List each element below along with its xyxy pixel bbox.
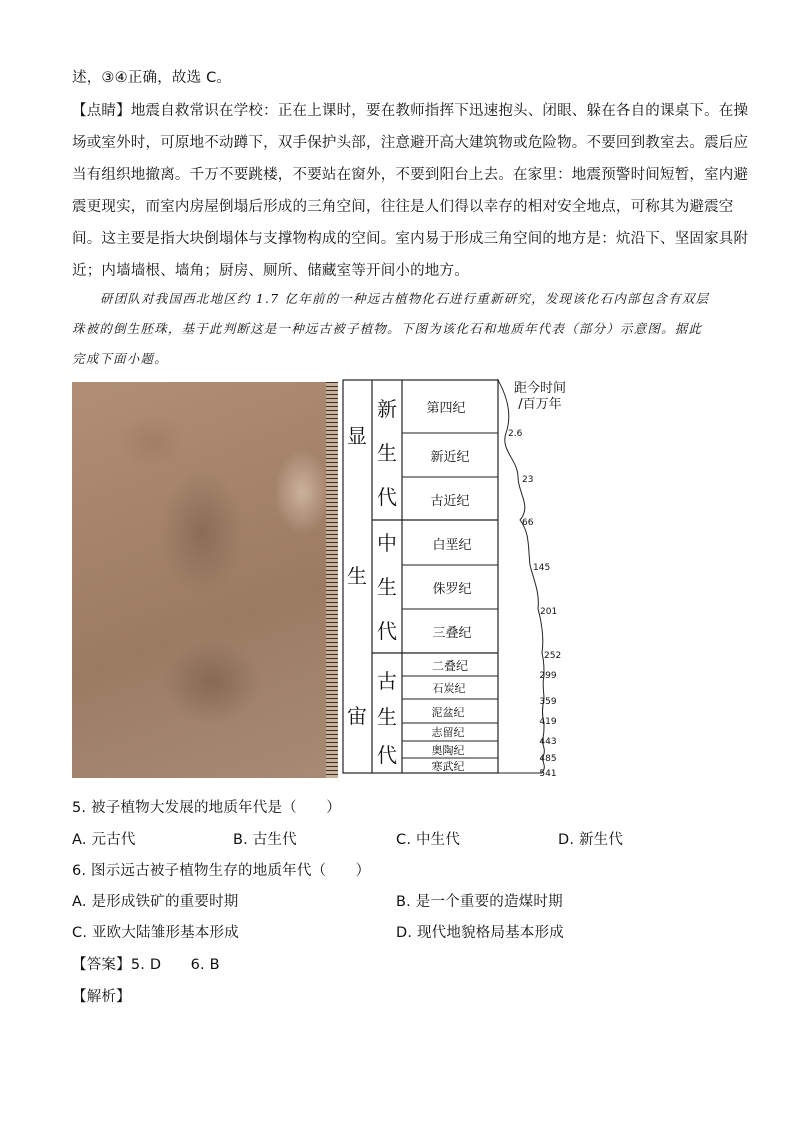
tip-line-6: 近；内墙墙根、墙角；厨房、厕所、储藏室等开间小的地方。 <box>72 263 469 279</box>
option: A. 元古代 <box>72 832 136 848</box>
era-char: 古 <box>377 669 397 693</box>
era-char: 生 <box>377 575 397 599</box>
period-label: 志留纪 <box>431 726 465 739</box>
period-label: 古近纪 <box>430 494 470 509</box>
scale-ruler <box>326 382 338 778</box>
tip-line-4: 震更现实，而室内房屋倒塌后形成的三角空间，往往是人们得以幸存的相对安全地点，可称其为避震空 <box>72 199 734 215</box>
boundary-label: 359 <box>539 697 557 707</box>
period-label: 二叠纪 <box>431 659 469 673</box>
answer-text: 5. D 6. B <box>130 957 220 973</box>
era-char: 代 <box>377 485 397 509</box>
boundary-label: 541 <box>539 769 557 779</box>
era-char: 生 <box>377 705 397 729</box>
period-label: 寒武纪 <box>431 760 465 773</box>
question-stem: 6. 图示远古被子植物生存的地质年代（ ） <box>72 863 371 879</box>
eon-char: 宙 <box>347 704 367 728</box>
option: D. 现代地貌格局基本形成 <box>396 925 564 941</box>
option: A. 是形成铁矿的重要时期 <box>72 894 239 910</box>
tip-line-2: 场或室外时，可原地不动蹲下，双手保护头部，注意避开高大建筑物或危险物。不要回到教室去。震后应 <box>72 135 749 151</box>
tip-label: 【点睛】 <box>72 103 131 119</box>
era-char: 中 <box>377 531 397 555</box>
tip-text: 地震自救常识在学校：正在上课时，要在教师指挥下迅速抱头、闭眼、躲在各自的课桌下。在操 <box>130 103 749 119</box>
eon-char: 显 <box>347 424 367 448</box>
time-header: 距今时间 <box>513 381 567 396</box>
option: C. 中生代 <box>396 832 461 848</box>
boundary-label: 419 <box>539 717 557 727</box>
boundary-label: 201 <box>540 607 558 617</box>
era-char: 代 <box>377 619 397 643</box>
option: C. 亚欧大陆雏形基本形成 <box>72 925 239 941</box>
passage-line-1: 研团队对我国西北地区约 1.7 亿年前的一种远古植物化石进行重新研究，发现该化石内部包含有双层 <box>100 291 710 306</box>
boundary-label: 145 <box>533 563 551 573</box>
boundary-label: 23 <box>522 475 534 485</box>
period-label: 石炭纪 <box>432 682 466 695</box>
answer-label: 【答案】 <box>72 957 131 973</box>
period-label: 泥盆纪 <box>431 706 465 719</box>
fossil-photo <box>72 382 338 778</box>
boundary-label: 443 <box>539 737 557 747</box>
option: B. 古生代 <box>233 832 297 848</box>
time-header: /百万年 <box>518 397 562 412</box>
boundary-label: 485 <box>539 754 557 764</box>
period-label: 侏罗纪 <box>432 582 472 597</box>
boundary-label: 2.6 <box>508 429 523 439</box>
tip-line-5: 间。这主要是指大块倒塌体与支撑物构成的空间。室内易于形成三角空间的地方是：炕沿下、坚固家具附 <box>72 231 749 247</box>
geologic-time-table <box>340 378 567 779</box>
boundary-label: 299 <box>539 671 557 681</box>
tip-line-3: 当有组织地撤离。千万不要跳楼，不要站在窗外，不要到阳台上去。在家里：地震预警时间短暂，室内避 <box>72 167 749 183</box>
option: B. 是一个重要的造煤时期 <box>396 894 563 910</box>
period-label: 三叠纪 <box>432 626 472 641</box>
boundary-label: 252 <box>544 651 562 661</box>
era-char: 新 <box>377 397 397 421</box>
era-char: 代 <box>377 743 397 767</box>
period-label: 第四纪 <box>426 401 466 416</box>
option: D. 新生代 <box>558 832 624 848</box>
question-stem: 5. 被子植物大发展的地质年代是（ ） <box>72 800 341 816</box>
period-label: 白垩纪 <box>432 538 472 553</box>
answer-line <box>72 953 220 974</box>
passage-line-2: 珠被的倒生胚珠，基于此判断这是一种远古被子植物。下图为该化石和地质年代表（部分）示意图。据此 <box>72 321 703 336</box>
era-char: 生 <box>377 441 397 465</box>
prev-answer-tail: 述，③④正确，故选 C。 <box>72 70 232 86</box>
tip-line-1 <box>72 99 748 120</box>
analysis-label: 【解析】 <box>72 989 131 1005</box>
period-label: 奥陶纪 <box>431 744 465 757</box>
period-label: 新近纪 <box>430 450 470 465</box>
passage-line-3: 完成下面小题。 <box>72 351 168 366</box>
eon-char: 生 <box>347 564 367 588</box>
boundary-label: 66 <box>522 518 534 528</box>
